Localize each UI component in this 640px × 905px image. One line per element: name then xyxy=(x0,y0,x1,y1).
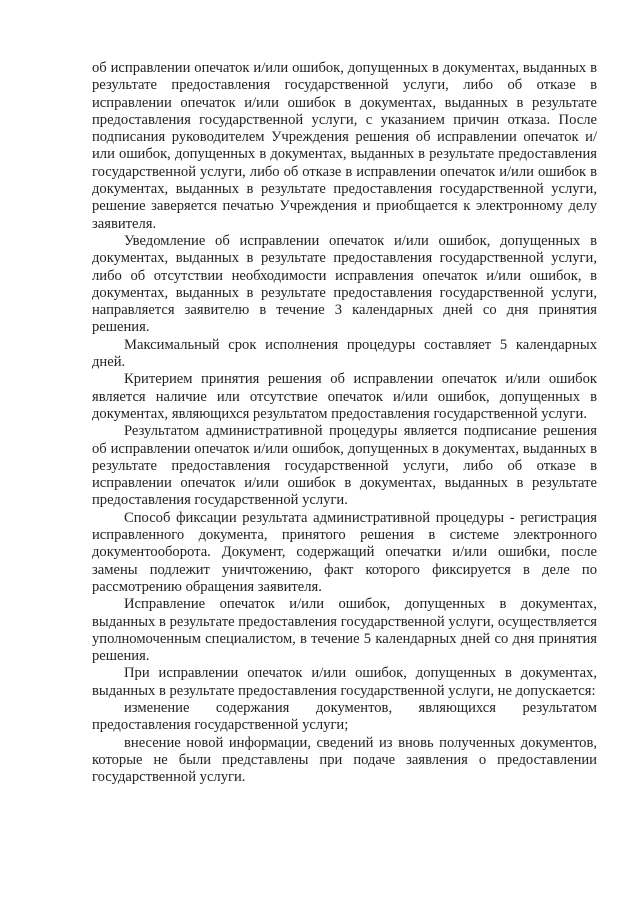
document-page xyxy=(92,60,597,786)
paragraph-5: Результатом административной процедуры является подписание решения об исправлении опечаток и/или ошибок, допущенных в документах, выданных в результате предоставления государственной услуги, либо об отказе в исправлении опечаток и/или ошибок в документах, выданных в результате предоставления государственной услуги. xyxy=(92,423,597,509)
paragraph-7: Исправление опечаток и/или ошибок, допущенных в документах, выданных в результате предоставления государственной услуги, осуществляется уполномоченным специалистом, в течение 5 календарных дней со дня принятия решения. xyxy=(92,596,597,665)
paragraph-6: Способ фиксации результата административной процедуры - регистрация исправленного документа, принятого решения в системе электронного документооборота. Документ, содержащий опечатки и/или ошибки, после замены подлежит уничтожению, факт которого фиксируется в деле по рассмотрению обращения заявителя. xyxy=(92,509,597,595)
paragraph-2: Уведомление об исправлении опечаток и/или ошибок, допущенных в документах, выданных в результате предоставления государственной услуги, либо об отсутствии необходимости исправления опечаток и/или ошибок, в документах, выданных в результате предоставления государственной услуги, направляется заявителю в течение 3 календарных дней со дня принятия решения. xyxy=(92,232,597,336)
paragraph-4: Критерием принятия решения об исправлении опечаток и/или ошибок является наличие или отсутствие опечаток и/или ошибок, допущенных в документах, являющихся результатом предоставления государственной услуги. xyxy=(92,371,597,422)
paragraph-10: внесение новой информации, сведений из вновь полученных документов, которые не были представлены при подаче заявления о предоставлении государственной услуги. xyxy=(92,734,597,786)
paragraph-9: изменение содержания документов, являющихся результатом предоставления государственной услуги; xyxy=(92,699,597,734)
paragraph-1: об исправлении опечаток и/или ошибок, допущенных в документах, выданных в результате предоставления государственной услуги, либо об отказе в исправлении опечаток и/или ошибок в документах, выданных в результате предоставления государственной услуги, с указанием причин отказа. После подписания руководителем Учреждения решения об исправлении опечаток и/или ошибок, допущенных в документах, выданных в результате предоставления государственной услуги, либо об отказе в исправлении опечаток и/или ошибок в документах, выданных в результате предоставления государственной услуги, решение заверяется печатью Учреждения и приобщается к электронному делу заявителя. xyxy=(92,60,597,232)
paragraph-8: При исправлении опечаток и/или ошибок, допущенных в документах, выданных в результате предоставления государственной услуги, не допускается: xyxy=(92,665,597,699)
paragraph-3: Максимальный срок исполнения процедуры составляет 5 календарных дней. xyxy=(92,336,597,371)
